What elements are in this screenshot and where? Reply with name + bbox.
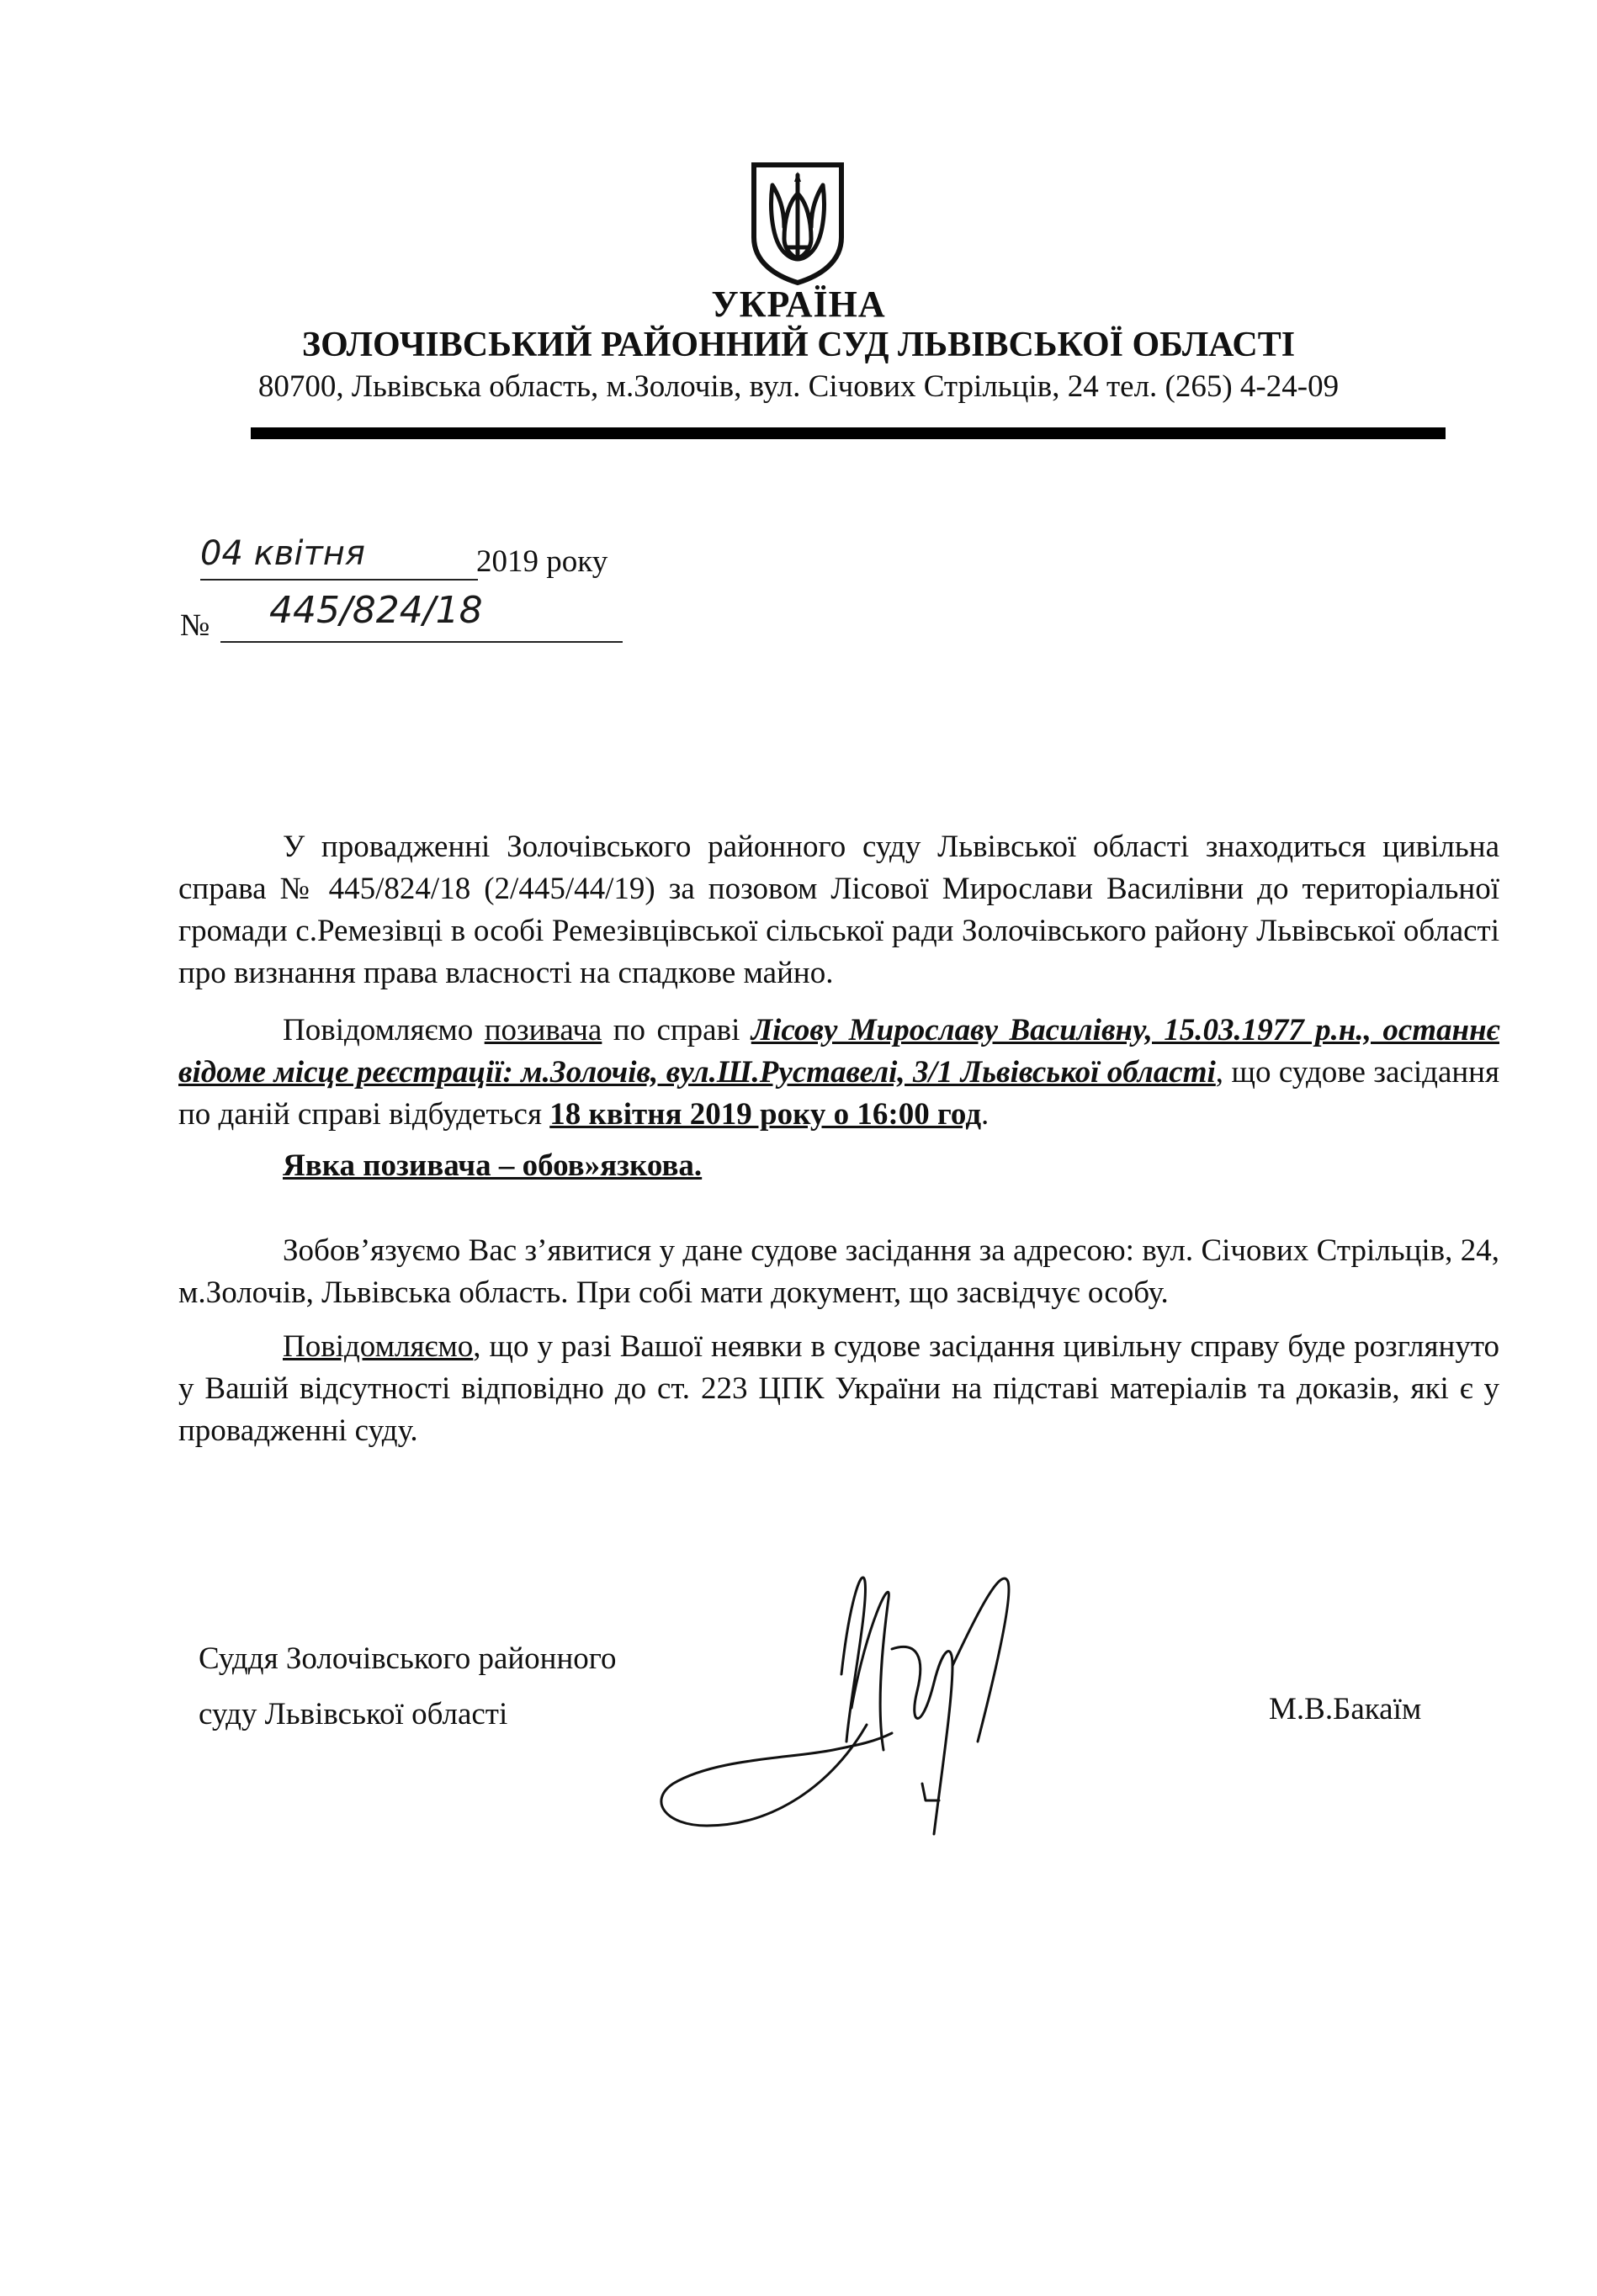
- p2-hearing-datetime: 18 квітня 2019 року о 16:00 год: [549, 1097, 982, 1132]
- court-name: ЗОЛОЧІВСЬКИЙ РАЙОННИЙ СУД ЛЬВІВСЬКОЇ ОБЛАСТІ: [301, 326, 1296, 364]
- signature-icon: [639, 1548, 1127, 1851]
- p2-plaintiff-details: Лісову Мирославу Василівну, 15.03.1977 р.н., останнє відоме місце реєстрації: м.Золочів, вул.Ш.Руставелі, 3/1 Львівської області: [178, 1013, 1499, 1090]
- p2-plaintiff-word: позивача: [484, 1013, 602, 1047]
- paragraph-obligation: Зобов’язуємо Вас з’явитися у дане судове засідання за адресою: вул. Січових Стрільців, 24, м.Золочів, Львівська область. При собі мати документ, що засвідчує особу.: [178, 1233, 1499, 1310]
- paragraph-consequences: [178, 1326, 1499, 1452]
- header-divider: [251, 427, 1446, 439]
- trident-emblem-icon: [747, 160, 848, 286]
- date-suffix: 2019 року: [476, 544, 608, 579]
- p2-text-c: по справі: [602, 1013, 751, 1047]
- judge-title-line2: суду Львівської області: [199, 1697, 508, 1731]
- paragraph-attendance-mandatory: Явка позивача – обов»язкова.: [283, 1148, 703, 1183]
- paragraph-case-info: У провадженні Золочівського районного суду Львівської області знаходиться цивільна справа № 445/824/18 (2/445/44/19) за позовом Лісової Мирослави Василівни до територіальної громади с.Ремезівці в особі Ремезівцівської сільської ради Золочівського району Львівської області про визнання права власності на спадкове майно.: [178, 830, 1499, 990]
- number-label: №: [180, 608, 210, 643]
- judge-title-line1: Суддя Золочівського районного: [199, 1641, 617, 1676]
- p2-text-e: , що судове засідання по даній справі відбудеться: [178, 1055, 1499, 1132]
- p5-text-b: , що у разі Вашої неявки в судове засідання цивільну справу буде розглянуто у Вашій відсутності відповідно до ст. 223 ЦПК України на підставі матеріалів та доказів, які є у провадженні суду.: [178, 1329, 1499, 1448]
- p2-text-a: Повідомляємо: [283, 1013, 485, 1047]
- court-address: 80700, Львівська область, м.Золочів, вул. Січових Стрільців, 24 тел. (265) 4-24-09: [257, 369, 1340, 404]
- case-number-handwritten: 445/824/18: [269, 589, 483, 632]
- date-handwritten: 04 квітня: [200, 534, 365, 573]
- judge-name: М.В.Бакаїм: [1269, 1692, 1422, 1726]
- country-title: УКРАЇНА: [711, 284, 886, 325]
- number-underline: [220, 639, 623, 643]
- p5-notify-word: Повідомляємо: [283, 1329, 474, 1364]
- paragraph-notification: [178, 1010, 1499, 1136]
- date-underline: [200, 577, 478, 581]
- p2-text-g: .: [981, 1097, 990, 1132]
